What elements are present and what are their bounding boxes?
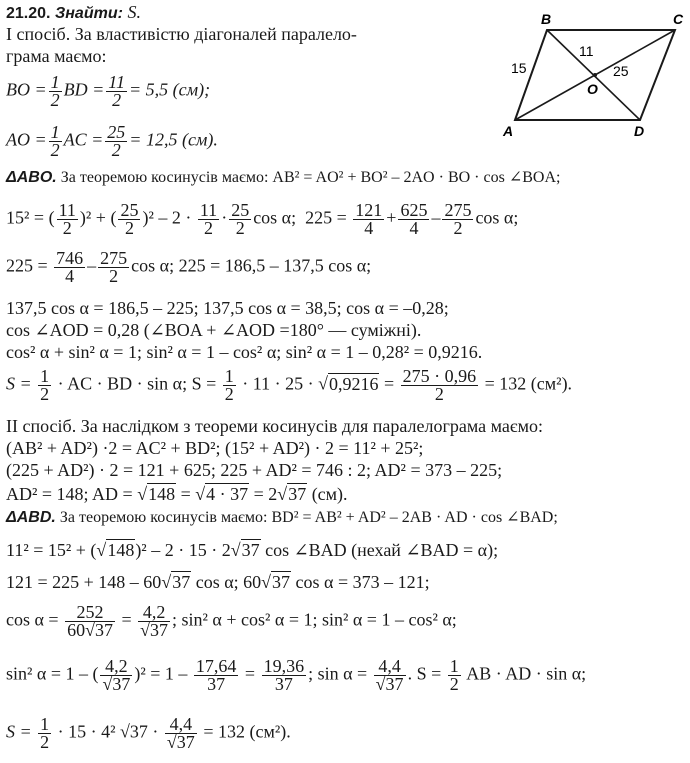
line-cos-aod: cos ∠AOD = 0,28 (∠BOA + ∠AOD =180° — суміжні). [6,320,422,340]
find-label: Знайти: [54,5,123,22]
method2-line8: sin² α = 1 – ( $\frac{4,2}{√37}$ )² = 1 – $\frac{17,64}{37}$ = $\frac{19,36}{37}$ ; sin α = $\frac{4,4}{√37}$ . S = $\frac{1}{2}$ AB · AD · sin α; [6,656,587,694]
line-sin2: cos² α + sin² α = 1; sin² α = 1 – cos² α; sin² α = 1 – 0,28² = 0,9216. [6,342,483,362]
parallelogram-figure [495,8,690,143]
method1-intro: І спосіб. За властивістю діагоналей паралело- [6,24,357,44]
label-d: D [634,123,645,139]
label-bo: 11 [579,43,594,59]
method2-line7: cos α = $\frac{252}{60√37}$ = $\frac{4,2}{√37}$ ; sin² α + cos² α = 1; sin² α = 1 – cos² α; [6,602,457,640]
eq-ao: AO = $\frac{1}{2}$ AC = $\frac{25}{2}$ = 12,5 (см). [6,122,218,160]
method1-intro2: грама маємо: [6,46,107,66]
eq-2: 225 = $\frac{746}{4}$ – $\frac{275}{2}$ cos α; 225 = 186,5 – 137,5 cos α; [6,248,372,286]
task-heading [6,2,141,24]
cos-rule-abd: ΔABD. За теоремою косинусів маємо: BD² = AB² + AD² – 2AB · AD · cos ∠BAD; [6,509,558,526]
method2-intro: ІІ спосіб. За наслідком з теореми косинусів для паралелограма маємо: [6,416,543,436]
eq-area-1: S = $\frac{1}{2}$ · AC · BD · sin α; S = $\frac{1}{2}$ · 11 · 25 · √0,9216 = $\frac{275 \cdot 0,96}{2}$ = 132 (см²). [6,366,573,404]
method2-line5: 11² = 15² + (√148)² – 2 · 15 · 2√37 cos ∠BAD (нехай ∠BAD = α); [6,540,499,560]
label-ab: 15 [511,60,527,76]
eq-bo: BO = $\frac{1}{2}$ BD = $\frac{11}{2}$ = 5,5 (см); [6,72,211,110]
task-number: 21.20. [6,5,51,22]
label-a: A [503,123,514,139]
find-target: S. [127,2,141,22]
point-o [593,73,597,77]
method2-line9: S = $\frac{1}{2}$ · 15 · 4² √37 · $\frac{4,4}{√37}$ = 132 (см²). [6,714,291,752]
method2-line2: (AB² + AD²) ·2 = AC² + BD²; (15² + AD²) · 2 = 11² + 25²; [6,438,424,458]
cos-rule-abo: ΔABO. За теоремою косинусів маємо: AB² = AO² + BO² – 2AO · BO · cos ∠BOA; [6,169,561,186]
label-c: C [673,11,684,27]
method2-line3: (225 + AD²) · 2 = 121 + 625; 225 + AD² = 746 : 2; AD² = 373 – 225; [6,460,503,480]
label-b: B [541,11,552,27]
eq-1: 15² = ( $\frac{11}{2}$ )² + ( $\frac{25}{2}$ )² – 2 · $\frac{11}{2}$ · $\frac{25}{2}$ cos α; 225 = $\frac{121}{4}$ + $\frac{625}{4}$ – $\frac{275}{2}$ cos α; [6,200,519,238]
label-oc: 25 [613,63,629,79]
label-o: O [587,81,598,97]
method2-line4: AD² = 148; AD = √148 = √4 · 37 = 2√37 (см). [6,484,348,504]
method2-line6: 121 = 225 + 148 – 60√37 cos α; 60√37 cos α = 373 – 121; [6,572,430,592]
line-cos-alpha: 137,5 cos α = 186,5 – 225; 137,5 cos α = 38,5; cos α = –0,28; [6,298,449,318]
